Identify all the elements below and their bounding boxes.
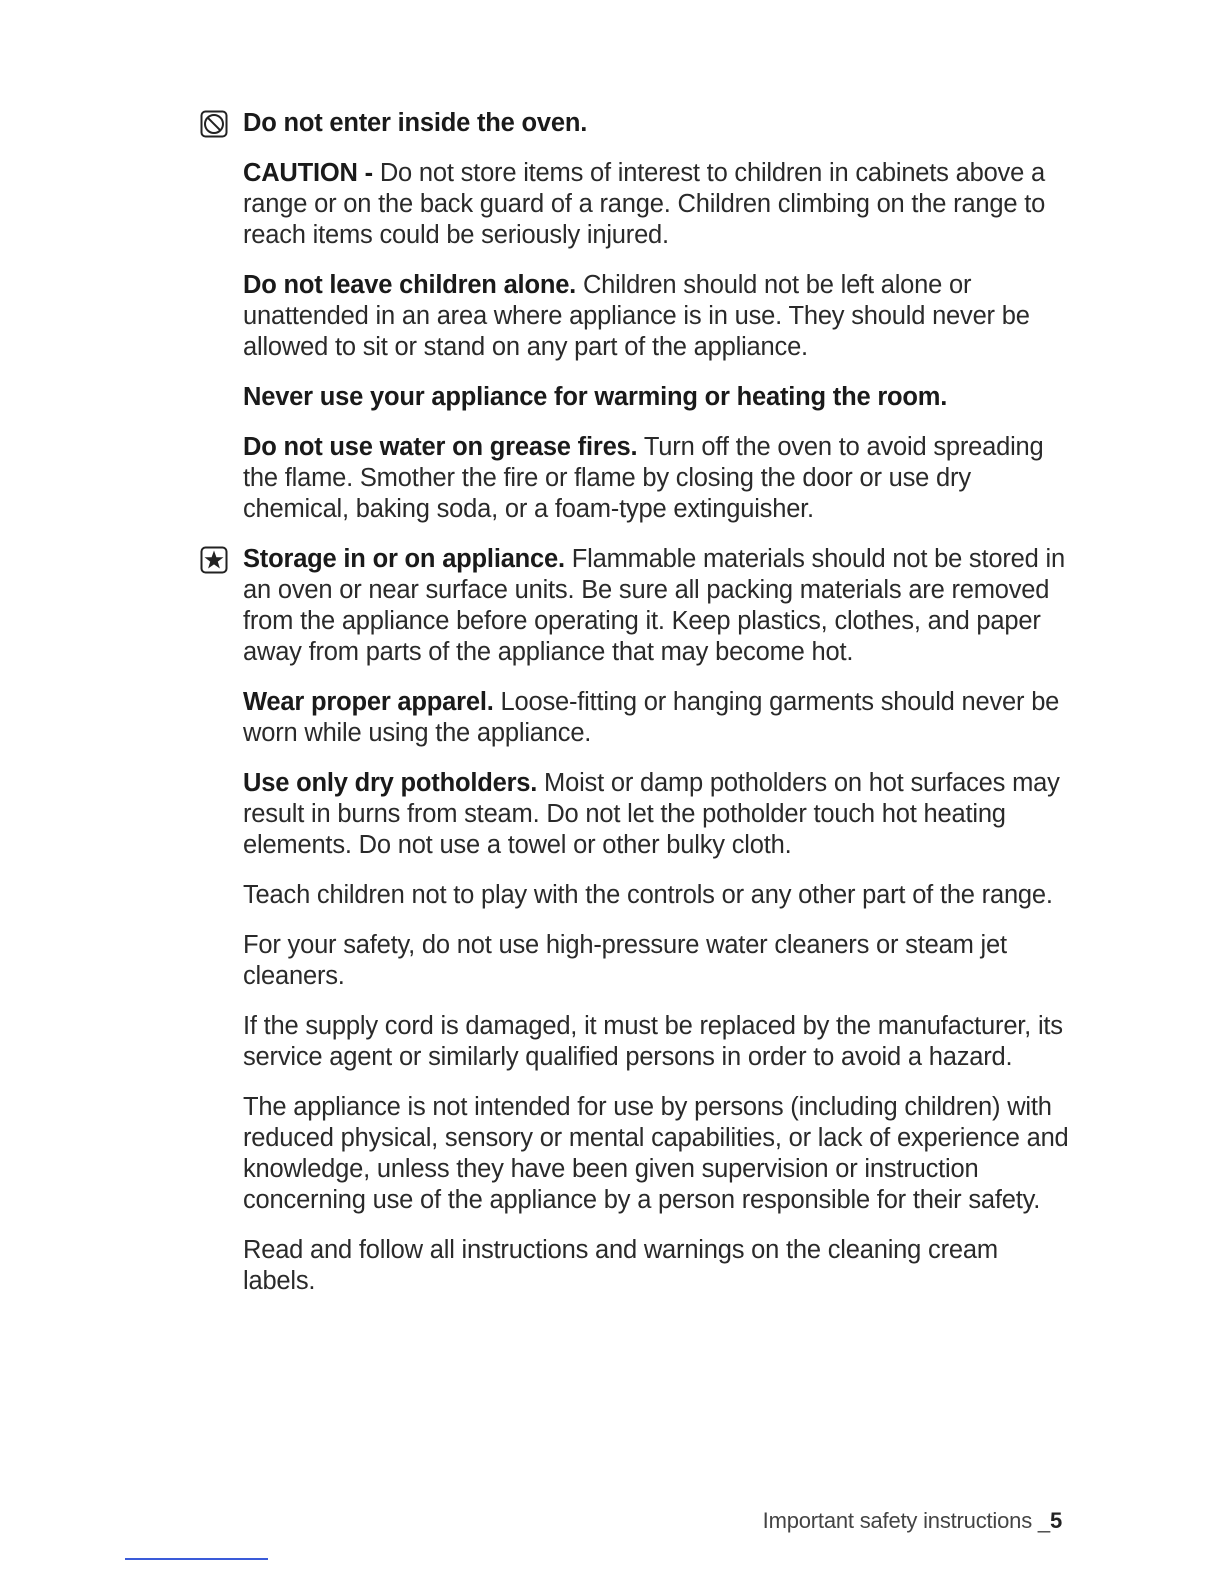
- warning-storage-appliance: [243, 544, 1073, 668]
- caution-storage-above-range: [243, 158, 1073, 251]
- document-body: [243, 108, 1073, 1316]
- star-icon: [200, 546, 228, 574]
- margin-rule: [125, 1558, 268, 1560]
- warning-potholders: [243, 768, 1073, 861]
- para-text: Moist or damp potholders on hot surfaces may result in burns from steam. Do not let the potholder touch hot heating elements. Do not use a towel or other bulky cloth.: [243, 769, 1060, 859]
- warning-enter-oven: [243, 108, 1073, 139]
- footer-label: Important safety instructions _: [762, 1508, 1050, 1533]
- warning-apparel: [243, 687, 1073, 749]
- note-teach-children: [243, 880, 1073, 911]
- para-text: Children should not be left alone or unattended in an area where appliance is in use. They should never be allowed to sit or stand on any part of the appliance.: [243, 271, 1030, 361]
- note-reduced-capabilities: [243, 1092, 1073, 1216]
- para-text: For your safety, do not use high-pressure water cleaners or steam jet cleaners.: [243, 931, 1007, 990]
- para-text: Read and follow all instructions and warnings on the cleaning cream labels.: [243, 1236, 998, 1295]
- para-bold: Storage in or on appliance.: [243, 545, 565, 573]
- warning-heating-room: [243, 382, 1073, 413]
- page-footer: [763, 1508, 1062, 1534]
- warning-grease-fires: [243, 432, 1073, 525]
- note-supply-cord: [243, 1011, 1073, 1073]
- para-bold: Wear proper apparel.: [243, 688, 494, 716]
- note-cleaning-cream: [243, 1235, 1073, 1297]
- para-bold: Do not use water on grease fires.: [243, 433, 638, 461]
- para-text: Teach children not to play with the controls or any other part of the range.: [243, 881, 1053, 909]
- para-bold: CAUTION -: [243, 159, 373, 187]
- page-number: 5: [1049, 1508, 1062, 1533]
- para-text: Turn off the oven to avoid spreading the flame. Smother the fire or flame by closing the door or use dry chemical, baking soda, or a foam-type extinguisher.: [243, 433, 1044, 523]
- para-text: Do not store items of interest to children in cabinets above a range or on the back guard of a range. Children climbing on the range to reach items could be seriously injured.: [243, 159, 1046, 249]
- para-bold: Never use your appliance for warming or heating the room.: [243, 383, 948, 411]
- para-bold: Do not leave children alone.: [243, 271, 577, 299]
- warning-children-alone: [243, 270, 1073, 363]
- prohibition-icon: [200, 110, 228, 138]
- para-text: The appliance is not intended for use by persons (including children) with reduced physical, sensory or mental capabilities, or lack of experience and knowledge, unless they have been given supervision or instruction concerning use of the appliance by a person responsible for their safety.: [243, 1093, 1069, 1214]
- para-text: If the supply cord is damaged, it must be replaced by the manufacturer, its service agent or similarly qualified persons in order to avoid a hazard.: [243, 1012, 1063, 1071]
- para-bold: Do not enter inside the oven.: [243, 109, 588, 137]
- para-text: Loose-fitting or hanging garments should never be worn while using the appliance.: [243, 688, 1060, 747]
- para-text: Flammable materials should not be stored in an oven or near surface units. Be sure all packing materials are removed from the appliance before operating it. Keep plastics, clothes, and paper away from parts of the appliance that may become hot.: [243, 545, 1065, 666]
- para-bold: Use only dry potholders.: [243, 769, 538, 797]
- note-pressure-cleaners: [243, 930, 1073, 992]
